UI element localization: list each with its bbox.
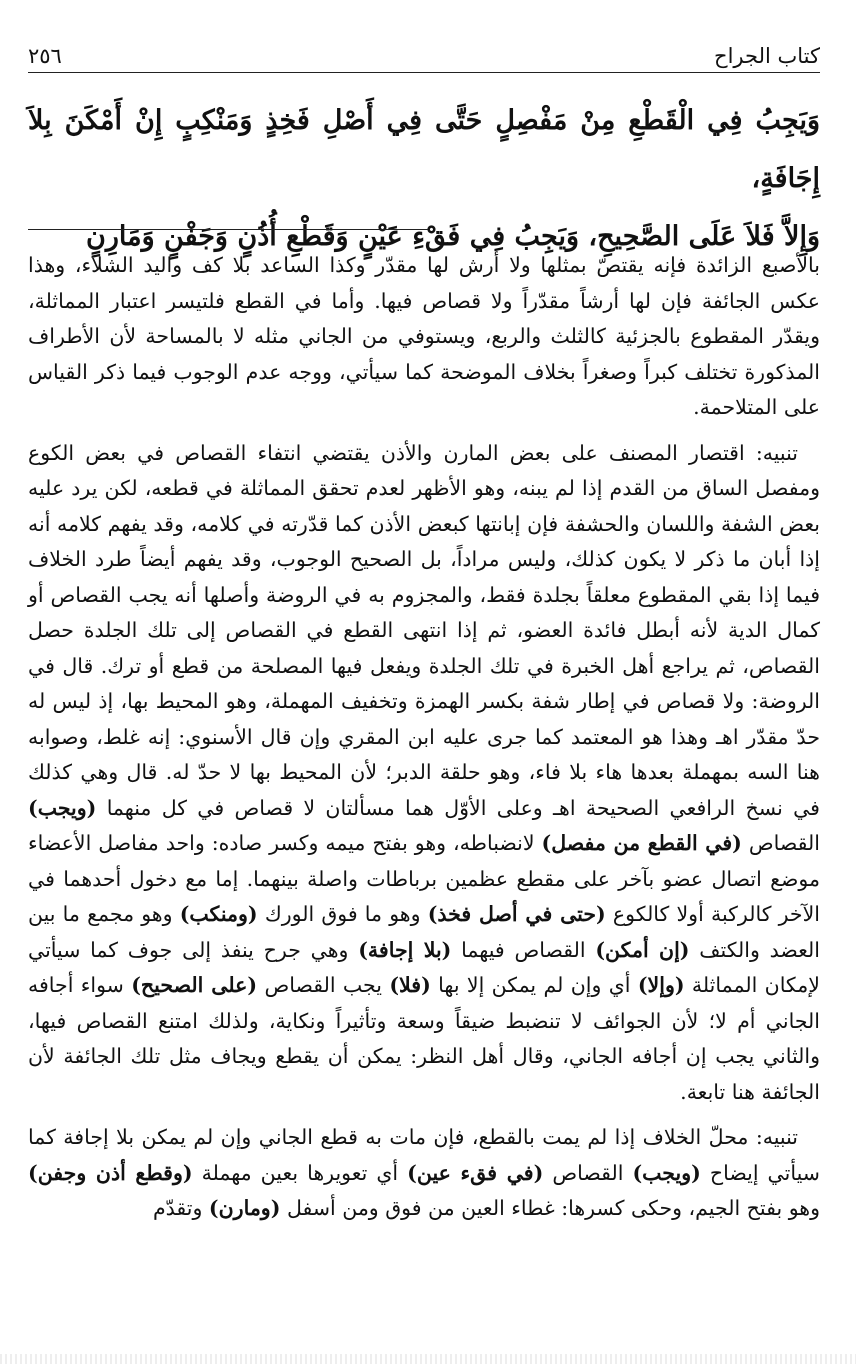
paragraph-text: أي وإن لم يمكن إلا بها (438, 973, 631, 997)
paragraph-text: وهو مجمع ما بين العضد والكتف (28, 902, 820, 962)
paragraph-text: لانضباطه، وهو بفتح ميمه وكسر صاده: واحد مفاصل الأعضاء موضع اتصال عضو بآخر على مقطع عظمين برباطات واصلة بينهما. إما مع دخول أحدهما في الآخر كالركبة أولا كالكوع (28, 831, 820, 926)
matn-quote: (في فقء عين) (407, 1160, 544, 1185)
paragraph-text: القصاص (552, 1160, 624, 1185)
matn-quote: (ويجب) (632, 1160, 701, 1185)
paragraph-text: وتقدّم (152, 1196, 203, 1220)
matn-line: وَيَجِبُ فِي الْقَطْعِ مِنْ مَفْصِلٍ حَتَّى فِي أَصْلِ فَخِذٍ وَمَنْكِبٍ إِنْ أَمْكَنَ بِلاَ إِجَافَةٍ، (28, 105, 820, 194)
commentary-paragraph (28, 248, 820, 426)
paragraph-text: أي تعويرها بعين مهملة (201, 1160, 399, 1185)
paragraph-text: تنبيه: اقتصار المصنف على بعض المارن والأذن يقتضي انتفاء القصاص في بعض الكوع ومفصل الساق من القدم إذا لم يبنه، وهو الأظهر لعدم تحقق المماثلة في قطعه، لكن يرد عليه بعض الشفة واللسان والحشفة فإن إبانتها كبعض الأذن كما قدّرته في كلامه، وقد يفهم كلامه أنه إذا أبان ما ذكر لا يكون كذلك، وليس مراداً، بل الصحيح الوجوب، وقد يفهم أيضاً طرد الخلاف فيما إذا بقي المقطوع معلقاً بجلدة فقط، والمجزوم به في الروضة وأصلها أنه يجب القصاص أو كمال الدية لأنه أبطل فائدة العضو، ثم إذا انتهى القطع في القصاص إلى تلك الجلدة حصل القصاص، ثم يراجع أهل الخبرة في تلك الجلدة ويفعل فيها المصلحة من قطع أو ترك. قال في الروضة: ولا قصاص في إطار شفة بكسر الهمزة وتخفيف المهملة، وهو المحيط بها، إذ ليس له حدّ مقدّر اهـ وهذا هو المعتمد كما جرى عليه ابن المقري وإن قال الأسنوي: إنه غلط، وصوابه هنا السه بمهملة بعدها هاء بلا فاء، وهو حلقة الدبر؛ لأن المحيط بها لا حدّ له. قال وهي كذلك في نسخ الرافعي الصحيحة اهـ وعلى الأوّل هما مسألتان لا قصاص في كل منهما (28, 440, 820, 820)
paragraph-text: يجب القصاص (264, 973, 382, 997)
matn-text (28, 92, 820, 266)
paragraph-text: تنبيه: محلّ الخلاف إذا لم يمت بالقطع، فإن مات به قطع الجاني وإن لم يمكن بلا إجافة كما سيأتي إيضاح (28, 1125, 820, 1185)
matn-quote: (ومارن) (208, 1196, 281, 1220)
matn-quote: (فلا) (389, 973, 431, 997)
matn-quote: (على الصحيح) (131, 973, 258, 997)
paragraph-text: القصاص فيهما (461, 937, 586, 962)
paragraph-text: وهي جرح ينفذ إلى جوف كما سيأتي لإمكان المماثلة (28, 937, 820, 997)
paragraph-text: وهو ما فوق الورك (264, 902, 421, 926)
paragraph-text: القصاص (748, 831, 820, 855)
matn-quote: (وإلا) (637, 973, 685, 997)
paragraph-text: بالأصبع الزائدة فإنه يقتصّ بمثلها ولا أرش لها مقدّر وكذا الساعد بلا كف واليد الشلاء، وهذا عكس الجائفة فإن لها أرشاً مقدّراً ولا قصاص فيها. وأما في القطع فلتيسر اعتبار المماثلة، ويقدّر المقطوع بالجزئية كالثلث والربع، ويستوفي من الجاني مثله لا بالمساحة لأن الأطراف المذكورة تختلف كبراً وصغراً بخلاف الموضحة كما سيأتي، ووجه عدم الوجوب فيما ذكر القياس على المتلاحمة. (28, 253, 820, 419)
commentary-paragraph (28, 436, 820, 1111)
matn-quote: (في القطع من مفصل) (541, 831, 742, 855)
divider-line (28, 229, 428, 230)
matn-quote: (ومنكب) (179, 902, 258, 926)
matn-quote: (إن أمكن) (595, 937, 690, 962)
commentary-text (28, 248, 820, 1237)
matn-quote: (بلا إجافة) (358, 937, 452, 962)
page-header (28, 38, 820, 73)
matn-quote: (ويجب) (28, 795, 97, 820)
matn-quote: (وقطع أذن وجفن) (28, 1160, 193, 1185)
page-number: ٢٥٦ (28, 44, 62, 68)
book-title: كتاب الجراح (714, 44, 820, 68)
commentary-paragraph (28, 1120, 820, 1227)
paragraph-text: سواء أجافه الجاني أم لا؛ لأن الجوائف لا تنضبط ضيقاً وسعة وتأثيراً ونكاية، ولذلك امتنع القصاص فيها، والثاني يجب إن أجافه الجاني، وقال أهل النظر: يمكن أن يقطع ويجاف مثل تلك الجائفة لأن الجائفة هنا تابعة. (28, 973, 820, 1104)
matn-quote: (حتى في أصل فخذ) (427, 902, 606, 926)
matn-line: وَإِلاَّ فَلاَ عَلَى الصَّحِيحِ، وَيَجِبُ فِي فَقْءِ عَيْنٍ وَقَطْعِ أُذُنٍ وَجَفْنٍ وَمَارِنٍ (86, 221, 820, 252)
paragraph-text: وهو بفتح الجيم، وحكى كسرها: غطاء العين من فوق ومن أسفل (286, 1196, 820, 1220)
scan-noise (0, 1354, 856, 1364)
